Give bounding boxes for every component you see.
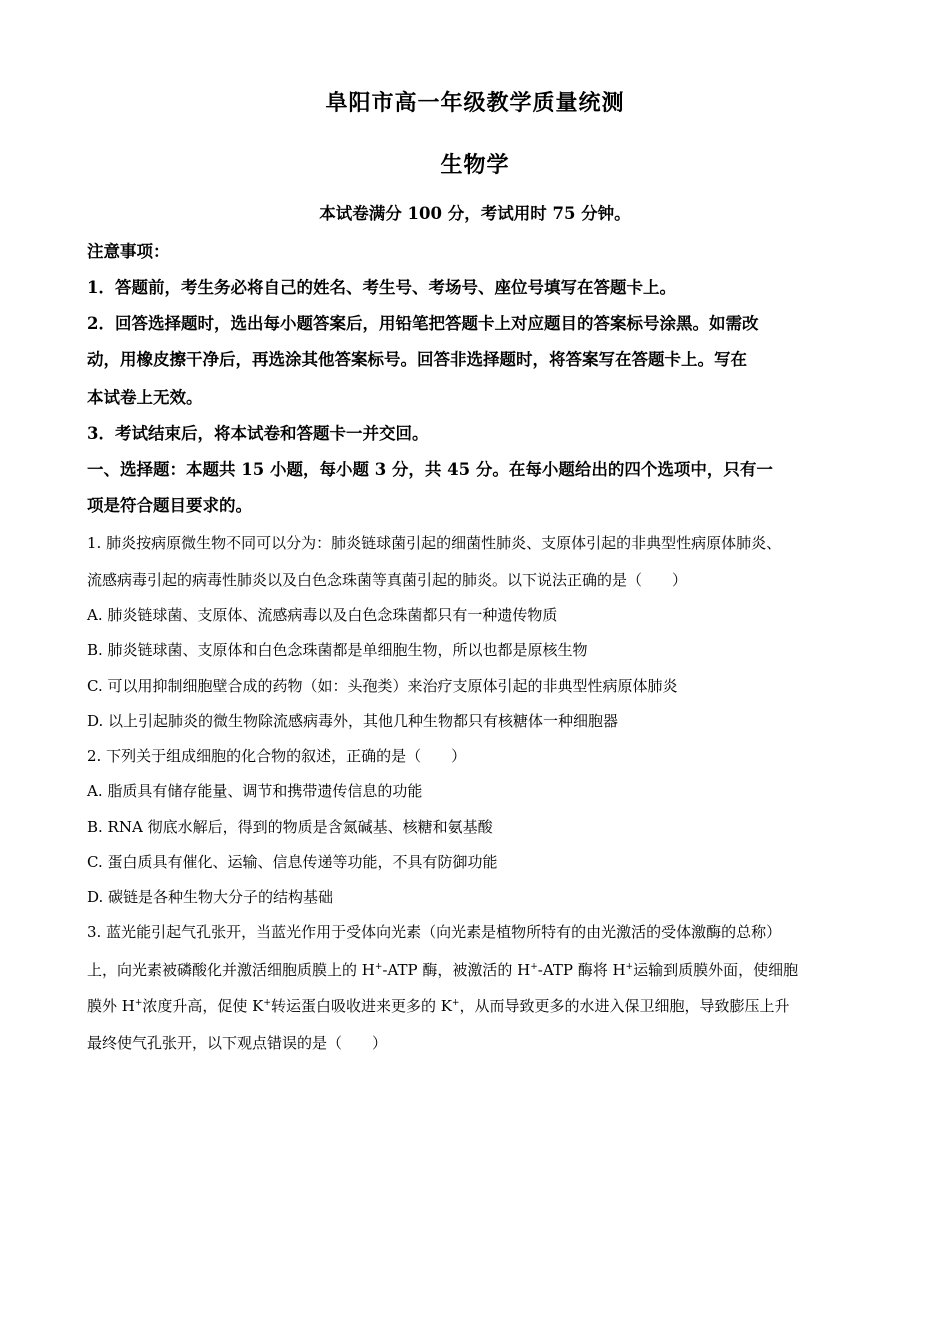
q3-l2-sup-1: + <box>374 962 383 972</box>
q1-option-d: D. 以上引起肺炎的微生物除流感病毒外，其他几种生物都只有核糖体一种细胞器 <box>87 712 619 730</box>
q3-l3-part-c: 转运蛋白吸收进来更多的 K <box>270 997 452 1015</box>
q3-stem-line-1: 3. 蓝光能引起气孔张开，当蓝光作用于受体向光素（向光素是植物所特有的由光激活的受体激酶的总称） <box>87 923 782 941</box>
q3-stem-line-2 <box>87 960 877 980</box>
q3-l3-sup-1: + <box>134 998 143 1008</box>
section-1-heading-line-1: 一、选择题：本题共 15 小题，每小题 3 分，共 45 分。在每小题给出的四个选项中，只有一 <box>87 460 773 479</box>
q2-stem: 2. 下列关于组成细胞的化合物的叙述，正确的是（ ） <box>87 747 467 765</box>
note-3: 3．考试结束后，将本试卷和答题卡一并交回。 <box>87 424 429 443</box>
subject-title: 生物学 <box>440 152 510 178</box>
q1-stem-line-2: 流感病毒引起的病毒性肺炎以及白色念珠菌等真菌引起的肺炎。以下说法正确的是（ ） <box>87 571 688 589</box>
q3-l3-part-b: 浓度升高，促使 K <box>142 997 264 1015</box>
q3-stem-line-3 <box>87 996 877 1016</box>
q1-option-b: B. 肺炎链球菌、支原体和白色念珠菌都是单细胞生物，所以也都是原核生物 <box>87 641 588 659</box>
q3-l2-sup-3: + <box>625 962 634 972</box>
exam-info: 本试卷满分 100 分，考试用时 75 分钟。 <box>319 204 631 223</box>
q3-stem-line-4: 最终使气孔张开，以下观点错误的是（ ） <box>87 1034 388 1052</box>
notes-heading: 注意事项： <box>87 242 170 261</box>
exam-title: 阜阳市高一年级教学质量统测 <box>325 90 625 116</box>
note-2-line-3: 本试卷上无效。 <box>87 388 203 407</box>
q3-l2-sup-2: + <box>530 962 538 972</box>
q2-option-d: D. 碳链是各种生物大分子的结构基础 <box>87 888 334 906</box>
q3-l2-part-a: 上，向光素被磷酸化并激活细胞质膜上的 H <box>87 961 375 979</box>
q2-option-a: A. 脂质具有储存能量、调节和携带遗传信息的功能 <box>87 782 423 800</box>
q3-l3-part-d: ，从而导致更多的水进入保卫细胞，导致膨压上升 <box>459 997 790 1015</box>
q2-option-c: C. 蛋白质具有催化、运输、信息传递等功能，不具有防御功能 <box>87 853 498 871</box>
q3-l3-part-a: 膜外 H <box>87 997 135 1015</box>
q3-l3-sup-3: + <box>451 998 460 1008</box>
q3-l2-part-c: -ATP 酶将 H <box>537 961 626 979</box>
q2-option-b: B. RNA 彻底水解后，得到的物质是含氮碱基、核糖和氨基酸 <box>87 818 493 836</box>
q3-l2-part-b: -ATP 酶，被激活的 H <box>382 961 531 979</box>
section-1-heading-line-2: 项是符合题目要求的。 <box>87 496 252 515</box>
note-1: 1．答题前，考生务必将自己的姓名、考生号、考场号、座位号填写在答题卡上。 <box>87 278 676 297</box>
q1-option-c: C. 可以用抑制细胞壁合成的药物（如：头孢类）来治疗支原体引起的非典型性病原体肺炎 <box>87 677 678 695</box>
note-2-line-2: 动，用橡皮擦干净后，再选涂其他答案标号。回答非选择题时，将答案写在答题卡上。写在 <box>87 350 747 369</box>
q1-stem-line-1: 1. 肺炎按病原微生物不同可以分为：肺炎链球菌引起的细菌性肺炎、支原体引起的非典型性病原体肺炎、 <box>87 534 782 552</box>
note-2-line-1: 2．回答选择题时，选出每小题答案后，用铅笔把答题卡上对应题目的答案标号涂黑。如需改 <box>87 314 759 333</box>
q3-l2-part-d: 运输到质膜外面，使细胞 <box>633 961 799 979</box>
q3-l3-sup-2: + <box>263 998 271 1008</box>
q1-option-a: A. 肺炎链球菌、支原体、流感病毒以及白色念珠菌都只有一种遗传物质 <box>87 606 558 624</box>
